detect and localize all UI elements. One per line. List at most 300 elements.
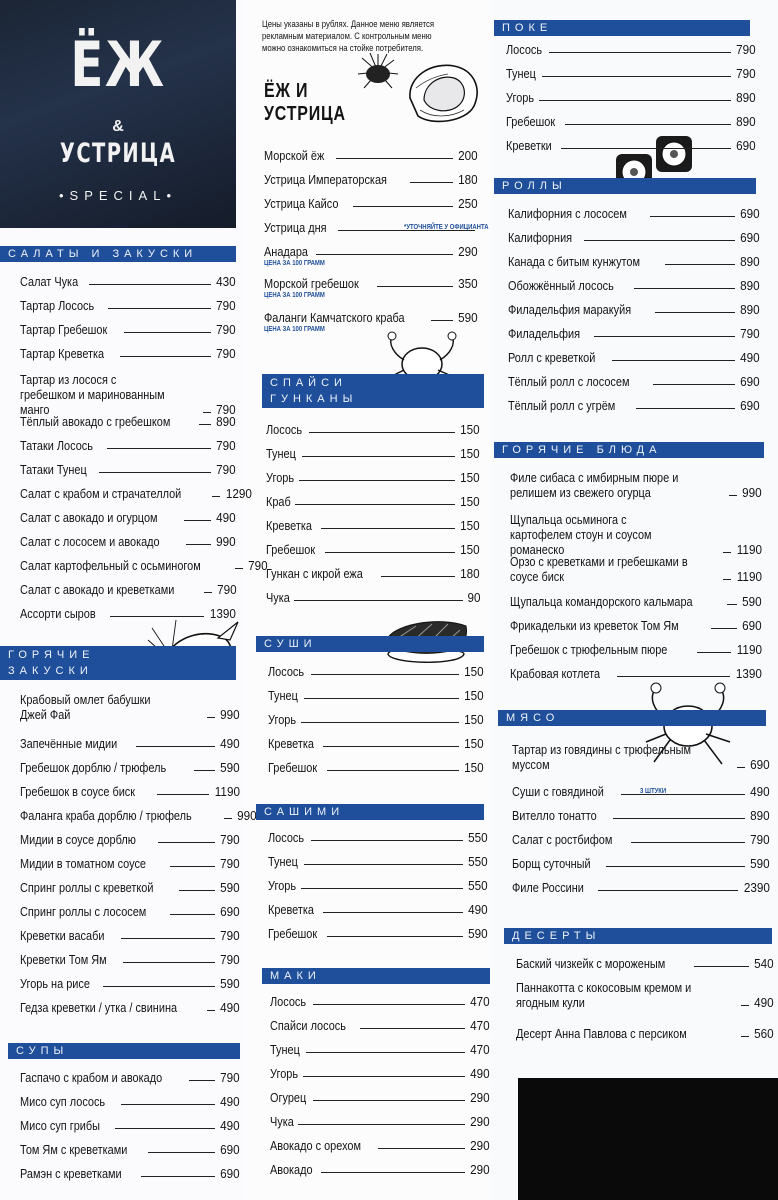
- leader-line: [727, 604, 737, 605]
- menu-item-price: 590: [742, 594, 762, 609]
- menu-item-price: 690: [750, 757, 770, 772]
- menu-item-price: 790: [216, 402, 236, 417]
- menu-item: [510, 512, 762, 557]
- menu-item-price: 490: [754, 995, 774, 1010]
- menu-item-name: Тёплый ролл с лососем: [508, 374, 630, 389]
- menu-item-price: 790: [220, 832, 240, 847]
- menu-item-name: Орзо с креветками и гребешками в соусе биск: [510, 554, 688, 584]
- leader-line: [120, 356, 211, 357]
- menu-item-price: 1390: [735, 666, 762, 681]
- menu-item: [20, 558, 268, 573]
- leader-line: [107, 448, 211, 449]
- menu-item-name: Тунец: [268, 688, 298, 703]
- leader-line: [295, 504, 455, 505]
- menu-item-price: 150: [460, 422, 480, 437]
- leader-line: [378, 1148, 465, 1149]
- menu-item-name: Салат с лососем и авокадо: [20, 534, 160, 549]
- menu-item-name: Баский чизкейк с мороженым: [516, 956, 666, 971]
- menu-item: [20, 856, 240, 871]
- leader-line: [108, 308, 211, 309]
- menu-item-price: 690: [740, 230, 760, 245]
- leader-line: [204, 592, 212, 593]
- menu-item-price: 790: [750, 832, 770, 847]
- leader-line: [694, 966, 750, 967]
- menu-item-price: 290: [458, 244, 478, 259]
- leader-line: [110, 616, 204, 617]
- menu-item: [20, 346, 236, 361]
- menu-item-name: Калифорния с лососем: [508, 206, 627, 221]
- leader-line: [321, 528, 456, 529]
- menu-item: [264, 172, 478, 187]
- leader-line: [179, 890, 215, 891]
- menu-item: [266, 470, 480, 485]
- section-header-sushi: СУШИ: [256, 636, 484, 652]
- menu-item-name: Анадара: [264, 244, 308, 259]
- menu-item-name: Фаланги Камчатского краба: [264, 310, 405, 325]
- leader-line: [158, 842, 215, 843]
- leader-line: [311, 674, 459, 675]
- menu-item-name: Суши с говядиной: [512, 784, 604, 799]
- menu-item-name: Салат картофельный с осьминогом: [20, 558, 201, 573]
- menu-item-price: 150: [460, 470, 480, 485]
- leader-line: [212, 496, 220, 497]
- menu-item: [20, 534, 236, 549]
- leader-line: [598, 890, 738, 891]
- menu-item-name: Десерт Анна Павлова с персиком: [516, 1026, 687, 1041]
- menu-item: [508, 350, 760, 365]
- menu-item-price: 180: [458, 172, 478, 187]
- menu-item: [508, 398, 760, 413]
- leader-line: [313, 1100, 465, 1101]
- leader-line: [184, 520, 212, 521]
- menu-item-price: 790: [220, 952, 240, 967]
- menu-item-name: Устрица дня: [264, 220, 327, 235]
- menu-item: [20, 808, 258, 823]
- menu-item: [516, 1026, 774, 1041]
- menu-item: [20, 1118, 240, 1133]
- menu-item-price: 690: [742, 618, 762, 633]
- leader-line: [549, 52, 731, 53]
- menu-item-price: 890: [740, 278, 760, 293]
- menu-item: [506, 42, 756, 57]
- menu-item: [508, 278, 760, 293]
- menu-item-name: Паннакотта с кокосовым кремом и ягодным кули: [516, 980, 692, 1010]
- leader-line: [561, 148, 732, 149]
- menu-item: [268, 664, 484, 679]
- menu-item: [506, 66, 756, 81]
- leader-line: [186, 544, 211, 545]
- menu-item-price: 150: [460, 518, 480, 533]
- menu-item-price: 990: [742, 485, 762, 500]
- leader-line: [539, 100, 731, 101]
- leader-line: [298, 1124, 465, 1125]
- menu-item-price: 550: [468, 854, 488, 869]
- menu-item: [506, 114, 756, 129]
- menu-item-name: Мисо суп грибы: [20, 1118, 101, 1133]
- menu-item-price: 150: [464, 760, 484, 775]
- leader-line: [121, 1104, 215, 1105]
- leader-line: [207, 1010, 215, 1011]
- menu-item: [20, 510, 236, 525]
- menu-item-name: Щупальца командорского кальмара: [510, 594, 693, 609]
- menu-item-name: Гребешок: [268, 926, 318, 941]
- oyster-icon: [402, 58, 484, 128]
- menu-item: [264, 148, 478, 163]
- menu-item: [268, 760, 484, 775]
- menu-item-price: 490: [216, 510, 236, 525]
- signature-title-line1: ЁЖ И: [264, 80, 309, 102]
- section-header-desserts: ДЕСЕРТЫ: [504, 928, 772, 944]
- menu-item-name: Рамэн с креветками: [20, 1166, 122, 1181]
- menu-item-name: Гребешок: [506, 114, 556, 129]
- menu-item-price: 150: [460, 542, 480, 557]
- leader-line: [194, 770, 215, 771]
- leader-line: [199, 424, 211, 425]
- leader-line: [723, 579, 731, 580]
- menu-item-name: Филадельфия: [508, 326, 580, 341]
- menu-item: [268, 688, 484, 703]
- leader-line: [299, 480, 455, 481]
- leader-line: [207, 717, 215, 718]
- menu-item-price: 890: [750, 808, 770, 823]
- menu-item-name: Угорь: [268, 712, 297, 727]
- menu-item-price: 790: [216, 462, 236, 477]
- menu-item-price: 890: [736, 90, 756, 105]
- menu-item-price: 990: [216, 534, 236, 549]
- menu-item-price: 490: [468, 902, 488, 917]
- menu-item-name: Чука: [270, 1114, 294, 1129]
- menu-item: [516, 956, 774, 971]
- menu-item-name: Тартар Креветка: [20, 346, 105, 361]
- menu-item: [264, 276, 478, 291]
- leader-line: [313, 1004, 465, 1005]
- menu-item-price: 690: [740, 374, 760, 389]
- section-header-sashimi: САШИМИ: [256, 804, 484, 820]
- menu-item-name: Спринг роллы с лососем: [20, 904, 147, 919]
- menu-item: [270, 1114, 490, 1129]
- leader-line: [741, 1005, 749, 1006]
- menu-item-price: 350: [458, 276, 478, 291]
- leader-line: [306, 1052, 466, 1053]
- menu-item-price: 200: [458, 148, 478, 163]
- menu-item-note: *УТОЧНЯЙТЕ У ОФИЦИАНТА: [404, 224, 489, 231]
- menu-item-price: 250: [458, 196, 478, 211]
- menu-item-name: Гребешок с трюфельным пюре: [510, 642, 668, 657]
- leader-line: [303, 1076, 465, 1077]
- menu-item-name: Креветка: [268, 902, 314, 917]
- menu-item-name: Угорь: [270, 1066, 299, 1081]
- leader-line: [189, 1080, 215, 1081]
- menu-item-name: Угорь: [266, 470, 295, 485]
- menu-item-price: 590: [220, 760, 240, 775]
- leader-line: [121, 938, 216, 939]
- menu-item: [268, 926, 488, 941]
- menu-item-price: 490: [740, 350, 760, 365]
- menu-item-price: 1190: [736, 642, 762, 657]
- menu-item: [270, 994, 490, 1009]
- menu-item-name: Тартар Гребешок: [20, 322, 108, 337]
- menu-item: [508, 302, 760, 317]
- menu-item: [20, 1070, 240, 1085]
- leader-line: [141, 1176, 215, 1177]
- menu-item-name: Краб: [266, 494, 291, 509]
- menu-item-price: 90: [466, 590, 480, 605]
- menu-item-name: Морской гребешок: [264, 276, 359, 291]
- leader-line: [302, 456, 456, 457]
- menu-item-note: ЦЕНА ЗА 100 ГРАММ: [264, 292, 325, 299]
- menu-item-price: 590: [458, 310, 478, 325]
- leader-line: [353, 206, 454, 207]
- menu-item-name: Ассорти сыров: [20, 606, 96, 621]
- menu-item-price: 470: [470, 1018, 490, 1033]
- menu-item-name: Угорь на рисе: [20, 976, 90, 991]
- leader-line: [431, 320, 453, 321]
- menu-item: [20, 372, 236, 417]
- spicy-title-line2: ГУНКАНЫ: [270, 393, 358, 405]
- menu-item-name: Фрикадельки из креветок Том Ям: [510, 618, 679, 633]
- menu-item: [20, 736, 240, 751]
- menu-item: [20, 880, 240, 895]
- menu-item: [510, 554, 762, 584]
- menu-item-price: 1190: [736, 569, 762, 584]
- section-header-poke: ПОКЕ: [494, 20, 750, 36]
- menu-item-price: 290: [470, 1090, 490, 1105]
- menu-item-name: Татаки Тунец: [20, 462, 87, 477]
- menu-item: [512, 742, 770, 772]
- menu-item-name: Крабовый омлет бабушки Джей Фай: [20, 692, 151, 722]
- leader-line: [148, 1152, 215, 1153]
- menu-item: [268, 712, 484, 727]
- menu-item-name: Обожжённый лосось: [508, 278, 614, 293]
- menu-item-name: Филе Россини: [512, 880, 584, 895]
- menu-item-name: Филадельфия маракуйя: [508, 302, 632, 317]
- menu-item-price: 890: [740, 254, 760, 269]
- menu-item-name: Гребешок в соусе биск: [20, 784, 136, 799]
- leader-line: [235, 568, 243, 569]
- menu-item-price: 1390: [209, 606, 236, 621]
- menu-item-name: Гребешок: [266, 542, 316, 557]
- section-header-rolls: РОЛЛЫ: [494, 178, 756, 194]
- menu-item: [20, 606, 236, 621]
- menu-item: [20, 486, 252, 501]
- menu-item-name: Тёплый ролл с угрём: [508, 398, 616, 413]
- menu-item-name: Гребешок дорблю / трюфель: [20, 760, 167, 775]
- leader-line: [594, 336, 736, 337]
- menu-item-price: 690: [220, 1166, 240, 1181]
- leader-line: [103, 986, 215, 987]
- leader-line: [636, 408, 736, 409]
- leader-line: [316, 254, 453, 255]
- menu-item-name: Салат с авокадо и огурцом: [20, 510, 158, 525]
- menu-item: [20, 904, 240, 919]
- menu-item-price: 890: [740, 302, 760, 317]
- menu-item: [268, 830, 488, 845]
- menu-item-name: Гункан с икрой ежа: [266, 566, 363, 581]
- menu-item-name: Мидии в соусе дорблю: [20, 832, 136, 847]
- menu-item: [270, 1018, 490, 1033]
- logo-special: •SPECIAL•: [58, 188, 178, 203]
- menu-item-price: 790: [216, 346, 236, 361]
- menu-item: [510, 594, 762, 609]
- menu-item-price: 690: [740, 206, 760, 221]
- menu-item-price: 690: [220, 1142, 240, 1157]
- menu-item-price: 1190: [214, 784, 240, 799]
- leader-line: [729, 495, 737, 496]
- menu-item-price: 590: [220, 880, 240, 895]
- section-header-spicy: [262, 374, 484, 408]
- menu-item-price: 490: [220, 1094, 240, 1109]
- menu-item-price: 790: [216, 582, 237, 597]
- leader-line: [381, 576, 455, 577]
- menu-item: [20, 784, 240, 799]
- menu-item-note: ЦЕНА ЗА 100 ГРАММ: [264, 326, 325, 333]
- menu-item-price: 790: [216, 438, 236, 453]
- menu-item-name: Чука: [266, 590, 290, 605]
- section-header-hot-dishes: ГОРЯЧИЕ БЛЮДА: [494, 442, 764, 458]
- menu-item: [264, 196, 478, 211]
- leader-line: [377, 286, 453, 287]
- menu-item: [20, 1000, 240, 1015]
- menu-item-name: Салат с крабом и страчателлой: [20, 486, 182, 501]
- menu-item: [510, 470, 762, 500]
- leader-line: [301, 888, 463, 889]
- menu-item-price: 790: [220, 928, 240, 943]
- menu-item-price: 490: [750, 784, 770, 799]
- section-header-hot-snacks: [0, 646, 236, 680]
- menu-item: [270, 1162, 490, 1177]
- menu-item: [266, 446, 480, 461]
- menu-item-name: Лосось: [270, 994, 307, 1009]
- menu-item-price: 150: [464, 712, 484, 727]
- leader-line: [653, 384, 736, 385]
- menu-item-name: Том Ям с креветками: [20, 1142, 128, 1157]
- menu-item: [506, 138, 756, 153]
- leader-line: [613, 818, 745, 819]
- menu-item-name: Салат с авокадо и креветками: [20, 582, 175, 597]
- menu-item-price: 180: [460, 566, 480, 581]
- menu-item: [270, 1066, 490, 1081]
- menu-item-price: 290: [470, 1162, 490, 1177]
- leader-line: [665, 264, 735, 265]
- menu-item-price: 890: [216, 414, 236, 429]
- menu-item-price: 150: [464, 664, 484, 679]
- menu-item-name: Креветки: [506, 138, 552, 153]
- menu-item: [508, 374, 760, 389]
- menu-item: [268, 854, 488, 869]
- menu-item-name: Спринг роллы с креветкой: [20, 880, 154, 895]
- menu-item: [510, 642, 762, 657]
- leader-line: [123, 962, 215, 963]
- menu-item: [508, 326, 760, 341]
- menu-item-name: Тунец: [266, 446, 296, 461]
- leader-line: [309, 432, 455, 433]
- leader-line: [311, 840, 463, 841]
- menu-item: [508, 254, 760, 269]
- menu-item-price: 790: [220, 1070, 240, 1085]
- menu-item: [268, 736, 484, 751]
- menu-item: [264, 310, 478, 325]
- logo: [0, 0, 236, 228]
- menu-item-name: Тунец: [268, 854, 298, 869]
- menu-item-name: Крабовая котлета: [510, 666, 601, 681]
- menu-item: [266, 590, 480, 605]
- menu-item-name: Устрица Кайсо: [264, 196, 339, 211]
- menu-item-name: Тунец: [270, 1042, 300, 1057]
- menu-item: [512, 880, 770, 895]
- menu-item-price: 540: [754, 956, 774, 971]
- menu-item: [20, 298, 236, 313]
- leader-line: [294, 600, 462, 601]
- leader-line: [170, 866, 215, 867]
- menu-item: [20, 322, 236, 337]
- menu-item: [20, 928, 240, 943]
- menu-item-price: 690: [220, 904, 240, 919]
- logo-subtitle: УСТРИЦА: [59, 138, 177, 169]
- menu-item: [20, 438, 236, 453]
- leader-line: [711, 628, 738, 629]
- menu-item: [268, 878, 488, 893]
- menu-item-name: Щупальца осьминога с картофелем стоун и соусом романеско: [510, 512, 652, 557]
- leader-line: [655, 312, 736, 313]
- menu-item-name: Салат с ростбифом: [512, 832, 613, 847]
- leader-line: [606, 866, 746, 867]
- leader-line: [327, 936, 464, 937]
- menu-item-price: 990: [237, 808, 258, 823]
- menu-item: [510, 666, 762, 681]
- menu-item-price: 990: [220, 707, 240, 722]
- leader-line: [542, 76, 732, 77]
- menu-item: [266, 542, 480, 557]
- menu-item-price: 550: [468, 878, 488, 893]
- leader-line: [321, 1172, 466, 1173]
- leader-line: [304, 864, 464, 865]
- menu-item-price: 890: [736, 114, 756, 129]
- menu-item: [20, 582, 236, 597]
- menu-item-name: Калифорния: [508, 230, 573, 245]
- leader-line: [224, 818, 232, 819]
- menu-item-name: Лосось: [506, 42, 543, 57]
- menu-item-price: 590: [468, 926, 488, 941]
- menu-item-price: 790: [220, 856, 240, 871]
- menu-item: [266, 518, 480, 533]
- leader-line: [650, 216, 736, 217]
- menu-item: [512, 856, 770, 871]
- menu-item-price: 430: [216, 274, 236, 289]
- menu-item-name: Тартар Лосось: [20, 298, 95, 313]
- menu-item: [508, 206, 760, 221]
- menu-item-name: Филе сибаса с имбирным пюре и релишем из свежего огурца: [510, 470, 679, 500]
- menu-item: [20, 952, 240, 967]
- leader-line: [327, 770, 460, 771]
- leader-line: [631, 842, 745, 843]
- leader-line: [323, 746, 460, 747]
- leader-line: [99, 472, 211, 473]
- menu-item-price: 790: [740, 326, 760, 341]
- menu-item-name: Тунец: [506, 66, 536, 81]
- menu-item-price: 790: [248, 558, 268, 573]
- spicy-title-line1: СПАЙСИ: [270, 377, 347, 389]
- hot-snacks-title-line1: ГОРЯЧИЕ: [8, 649, 95, 661]
- menu-item-price: 150: [460, 446, 480, 461]
- menu-item-price: 150: [464, 736, 484, 751]
- menu-item: [510, 618, 762, 633]
- menu-item-name: Борщ суточный: [512, 856, 591, 871]
- menu-item: [20, 1142, 240, 1157]
- hot-snacks-title-line2: ЗАКУСКИ: [8, 665, 93, 677]
- leader-line: [360, 1028, 465, 1029]
- menu-item-price: 690: [736, 138, 756, 153]
- menu-item-name: Запечённые мидии: [20, 736, 118, 751]
